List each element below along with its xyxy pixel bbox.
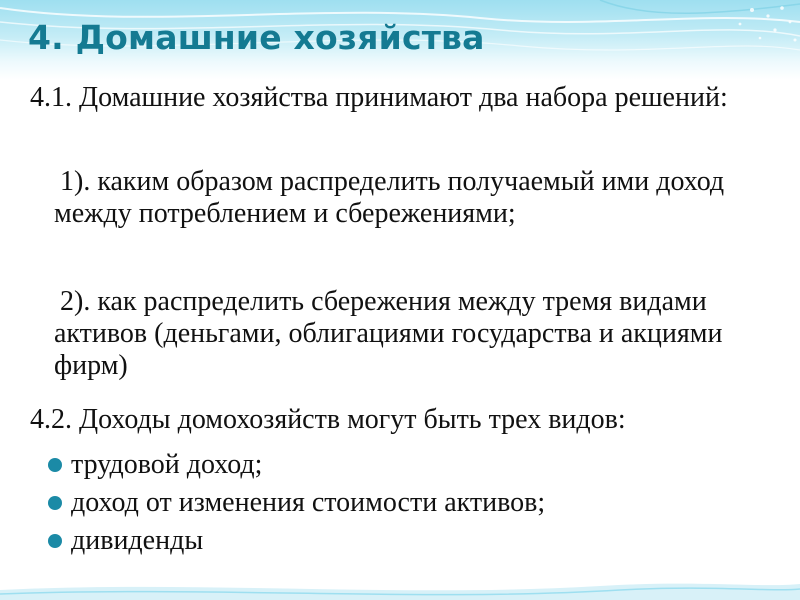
point-4-1-text: Домашние хозяйства принимают два набора решений: (79, 82, 728, 113)
point-4-1 (30, 82, 780, 114)
list-item (48, 522, 545, 560)
bullet-icon (48, 458, 62, 472)
list-item-text: дивиденды (71, 525, 204, 556)
sub-point-2: 2). как распределить сбережения между тремя видами активов (деньгами, облигациями государства и акциями фирм) (54, 286, 723, 381)
slide-title: 4. Домашние хозяйства (28, 18, 485, 57)
list-item-text: трудовой доход; (71, 449, 263, 480)
point-4-2-text: Доходы домохозяйств могут быть трех видов: (79, 404, 626, 435)
sub-point-1: 1). каким образом распределить получаемый ими доход между потреблением и сбережениями; (54, 166, 725, 229)
point-4-2-label: 4.2. (30, 404, 72, 435)
point-4-1-label: 4.1. (30, 82, 72, 113)
bullet-icon (48, 534, 62, 548)
list-item-text: доход от изменения стоимости активов; (71, 487, 546, 518)
list-item (48, 484, 545, 522)
bullet-icon (48, 496, 62, 510)
list-item (48, 446, 545, 484)
footer-wave-graphic (0, 576, 800, 600)
footer-wave-decoration (0, 576, 800, 600)
point-4-2 (30, 404, 800, 436)
income-types-list (48, 446, 545, 560)
